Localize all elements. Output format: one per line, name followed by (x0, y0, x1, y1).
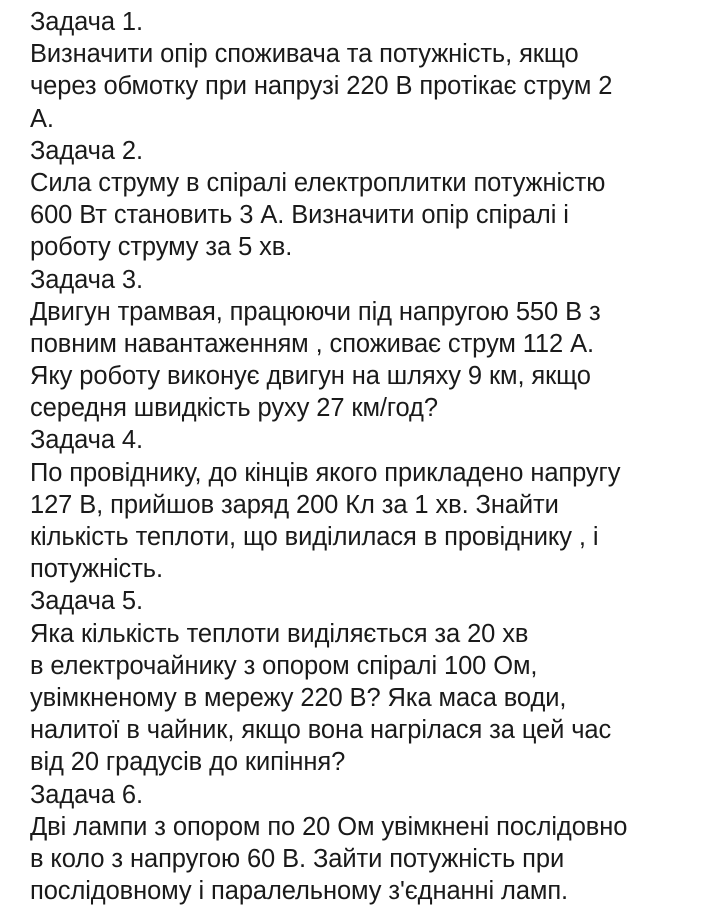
problem-text (30, 6, 695, 907)
problem-2-heading: Задача 2. (30, 136, 144, 165)
problem-5-heading: Задача 5. (30, 587, 144, 616)
problem-5-text-line: увімкненому в мережу 220 В? Яка маса води, (30, 683, 567, 712)
problem-1-text-line: А. (30, 104, 54, 133)
problem-1-heading: Задача 1. (30, 8, 144, 36)
problem-6-text-line: Дві лампи з опором по 20 Ом увімкнені послідовно (30, 812, 628, 841)
problem-6-text-line: в коло з напругою 60 В. Зайти потужність при (30, 844, 565, 873)
problem-1-text-line: Визначити опір споживача та потужність, якщо (30, 40, 579, 69)
problem-4-text-line: 127 В, прийшов заряд 200 Кл за 1 хв. Знайти (30, 490, 559, 519)
problem-4-heading: Задача 4. (30, 426, 144, 455)
problem-5-text-line: Яка кількість теплоти виділяється за 20 хв (30, 619, 529, 648)
problem-4-text-line: потужність. (30, 555, 163, 584)
problem-3-text-line: Двигун трамвая, працюючи під напругою 550 В з (30, 297, 601, 326)
problem-2-text-line: 600 Вт становить 3 А. Визначити опір спіралі і (30, 201, 569, 230)
problem-3-text-line: середня швидкість руху 27 км/год? (30, 394, 438, 423)
problem-3-text-line: Яку роботу виконує двигун на шляху 9 км, якщо (30, 362, 591, 391)
problem-6-heading: Задача 6. (30, 780, 144, 809)
problem-6-text-line: послідовному і паралельному з'єднанні ламп. (30, 877, 569, 906)
problem-3-heading: Задача 3. (30, 265, 144, 294)
problem-3-text-line: повним навантаженням , споживає струм 112 А. (30, 329, 594, 358)
problem-4-text-line: По провіднику, до кінців якого прикладено напругу (30, 458, 621, 487)
problem-4-text-line: кількість теплоти, що виділилася в провіднику , і (30, 523, 599, 551)
problem-5-text-line: в електрочайнику з опором спіралі 100 Ом, (30, 651, 538, 680)
problem-5-text-line: налитої в чайник, якщо вона нагрілася за цей час (30, 716, 612, 745)
problem-1-text-line: через обмотку при напрузі 220 В протікає струм 2 (30, 72, 613, 101)
problem-2-text-line: роботу струму за 5 хв. (30, 233, 293, 262)
problem-2-text-line: Сила струму в спіралі електроплитки потужністю (30, 168, 606, 197)
problem-5-text-line: від 20 градусів до кипіння? (30, 748, 346, 777)
